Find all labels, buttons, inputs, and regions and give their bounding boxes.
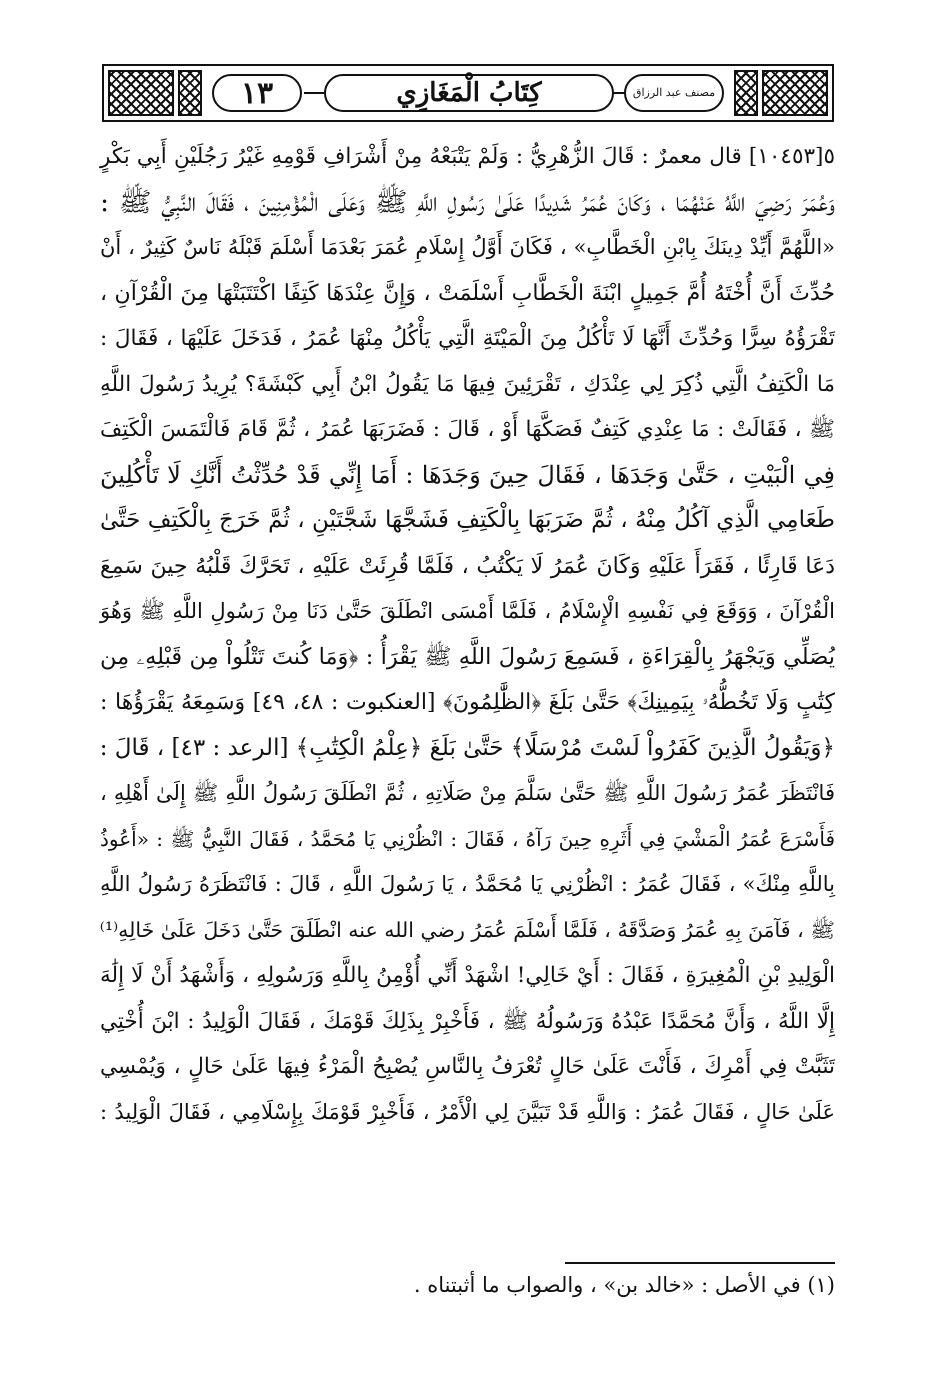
text-line: فَانْتَظَرَ عُمَرُ رَسُولَ اللَّهِ ﷺ حَتَّىٰ سَلَّمَ مِنْ صَلَاتِهِ ، ثُمَّ انْطَلَقَ رَسُولُ اللَّهِ ﷺ إِلَىٰ أَهْلِهِ ، (100, 781, 835, 805)
text-line: عَلَىٰ حَالٍ ، فَقَالَ عُمَرُ : وَاللَّهِ قَدْ تَبَيَّنَ لِي الْأَمْرُ ، فَأَخْبِرْ قَوْمَكَ بِإِسْلَامِي ، فَقَالَ الْوَلِيدُ : (100, 1099, 835, 1124)
text-line: ٥[١٠٤٥٣] قال معمرٌ : قَالَ الزُّهْرِيُّ : وَلَمْ يَتْبَعْهُ مِنْ أَشْرَافِ قَوْمِهِ غَيْرُ رَجُلَيْنِ أَبِي بَكْرٍ (100, 144, 835, 169)
brand-logo: مصنف عبد الرزاق (624, 74, 724, 112)
text-line: ﷺ ، فَآمَنَ بِهِ عُمَرُ وَصَدَّقَهُ ، فَلَمَّا أَسْلَمَ عُمَرُ رضي الله عنه انْطَلَقَ حَتَّىٰ دَخَلَ عَلَىٰ خَالِهِ⁽¹⁾ (99, 917, 835, 942)
page-number: ١٣ (212, 74, 302, 112)
ornament-inner-left (178, 70, 202, 116)
text-line: ﴿وَيَقُولُ الَّذِينَ كَفَرُواْ لَسْتَ مُرْسَلًا﴾ حَتَّىٰ بَلَغَ ﴿عِلْمُ الْكِتَٰبِ﴾ [الرعد : ٤٣] ، قَالَ : (99, 734, 835, 761)
footnote: (١) في الأصل : «خالد بن» ، والصواب ما أثبتناه . (413, 1273, 835, 1297)
text-line: دَعَا قَارِئًا ، فَقَرَأَ عَلَيْهِ وَكَانَ عُمَرُ لَا يَكْتُبُ ، فَلَمَّا قُرِئَتْ عَلَيْهِ ، تَحَرَّكَ قَلْبُهُ حِينَ سَمِعَ (100, 553, 835, 579)
main-text (100, 134, 835, 1135)
text-line: مَا الْكَتِفُ الَّتِي ذُكِرَ لِي عِنْدَكِ ، تَقْرَئِينَ فِيهَا مَا يَقُولُ ابْنُ أَبِي كَبْشَةَ؟ يُرِيدُ رَسُولَ اللَّهِ (100, 371, 835, 397)
book-title: كِتَابُ الْمَغَازِي (324, 74, 614, 112)
text-line: فَأَسْرَعَ عُمَرُ الْمَشْيَ فِي أَثَرِهِ حِينَ رَآهُ ، فَقَالَ : انْظُرْنِي يَا مُحَمَّدُ ، فَقَالَ النَّبِيُّ ﷺ : «أَعُوذُ (100, 826, 836, 851)
text-line: فِي الْبَيْتِ ، حَتَّىٰ وَجَدَهَا ، فَقَالَ حِينَ وَجَدَهَا : أَمَا إِنِّي قَدْ حُدِّثْتُ أَنَّكِ لَا تَأْكُلِينَ (100, 460, 835, 489)
text-line: ﷺ ، فَقَالَتْ : مَا عِنْدِي كَتِفٌ فَصَكَّهَا أَوْ ، قَالَ : فَضَرَبَهَا عُمَرُ ، ثُمَّ قَامَ فَالْتَمَسَ الْكَتِفَ (100, 417, 835, 442)
footnote-separator (565, 1262, 835, 1264)
text-line: «اللَّهُمَّ أَيِّدْ دِينَكَ بِابْنِ الْخَطَّابِ» ، فَكَانَ أَوَّلُ إِسْلَامِ عُمَرَ بَعْدَمَا أَسْلَمَ قَبْلَهُ نَاسٌ كَثِيرٌ ، أَنْ (100, 235, 835, 259)
text-line: تَثَبَّتْ فِي أَمْرِكَ ، فَأَنْتَ عَلَىٰ حَالٍ تُعْرَفُ بِالنَّاسِ يُصْبِحُ الْمَرْءُ فِيهَا عَلَىٰ حَالٍ ، وَيُمْسِي (100, 1054, 835, 1079)
text-line: تَقْرَؤُهُ سِرًّا وَحُدِّثَ أَنَّهَا لَا تَأْكُلُ مِنَ الْمَيْتَةِ الَّتِي يَأْكُلُ مِنْهَا عُمَرُ ، فَدَخَلَ عَلَيْهَا ، فَقَالَ : (100, 326, 835, 351)
text-line: إِلَّا اللَّهُ ، وَأَنَّ مُحَمَّدًا عَبْدُهُ وَرَسُولُهُ ﷺ ، فَأَخْبِرْ بِذَلِكَ قَوْمَكَ ، فَقَالَ الْوَلِيدُ : ابْنَ أُخْتِي (100, 1008, 835, 1034)
text-line: يُصَلِّي وَيَجْهَرُ بِالْقِرَاءَةِ ، فَسَمِعَ رَسُولَ اللَّهِ ﷺ يَقْرَأُ : ﴿وَمَا كُنتَ تَتْلُواْ مِن قَبْلِهِۦ مِن (100, 643, 835, 670)
text-line: بِاللَّهِ مِنْكَ» ، فَقَالَ عُمَرُ : انْظُرْنِي يَا مُحَمَّدُ ، يَا رَسُولَ اللَّهِ ، قَالَ : فَانْتَظَرَهُ رَسُولُ اللَّهِ (100, 872, 835, 896)
text-line: حُدِّثَ أَنَّ أُخْتَهُ أُمَّ جَمِيلٍ ابْنَةَ الْخَطَّابِ أَسْلَمَتْ ، وَإِنَّ عِنْدَهَا كَتِفًا اكْتَتَبَتْهَا مِنَ الْقُرْآنِ ، (100, 280, 835, 306)
ornament-right (762, 70, 828, 116)
ornament-inner-right (734, 70, 758, 116)
text-line: الْوَلِيدِ بْنِ الْمُغِيرَةِ ، فَقَالَ : أَيْ خَالِي! اشْهَدْ أَنِّي أُؤْمِنُ بِاللَّهِ وَرَسُولِهِ ، وَأَشْهَدُ أَنْ لَا إِلَٰهَ (100, 963, 835, 988)
ornament-left (108, 70, 174, 116)
page-header (102, 64, 834, 122)
text-line: طَعَامِي الَّذِي آكُلُ مِنْهُ ، ثُمَّ ضَرَبَهَا بِالْكَتِفِ فَشَجَّهَا شَجَّتَيْنِ ، ثُمَّ خَرَجَ بِالْكَتِفِ حَتَّىٰ (100, 507, 835, 533)
text-line: الْقُرْآنَ ، وَوَقَعَ فِي نَفْسِهِ الْإِسْلَامُ ، فَلَمَّا أَمْسَى انْطَلَقَ حَتَّىٰ دَنَا مِنْ رَسُولِ اللَّهِ ﷺ وَهُوَ (100, 599, 835, 623)
text-line: كِتَٰبٍ وَلَا تَخُطُّهُۥ بِيَمِينِكَ﴾ حَتَّىٰ بَلَغَ ﴿الظَّٰلِمُونَ﴾ [العنكبوت : ٤٨، ٤٩] وَسَمِعَهُ يَقْرَؤُهَا : (100, 690, 836, 715)
text-line: وَعُمَرَ رَضِيَ اللَّهُ عَنْهُمَا ، وَكَانَ عُمَرُ شَدِيدًا عَلَىٰ رَسُولِ اللَّهِ ﷺ وَعَلَى الْمُؤْمِنِينَ ، فَقَالَ النَّبِيُّ ﷺ : (100, 186, 835, 218)
